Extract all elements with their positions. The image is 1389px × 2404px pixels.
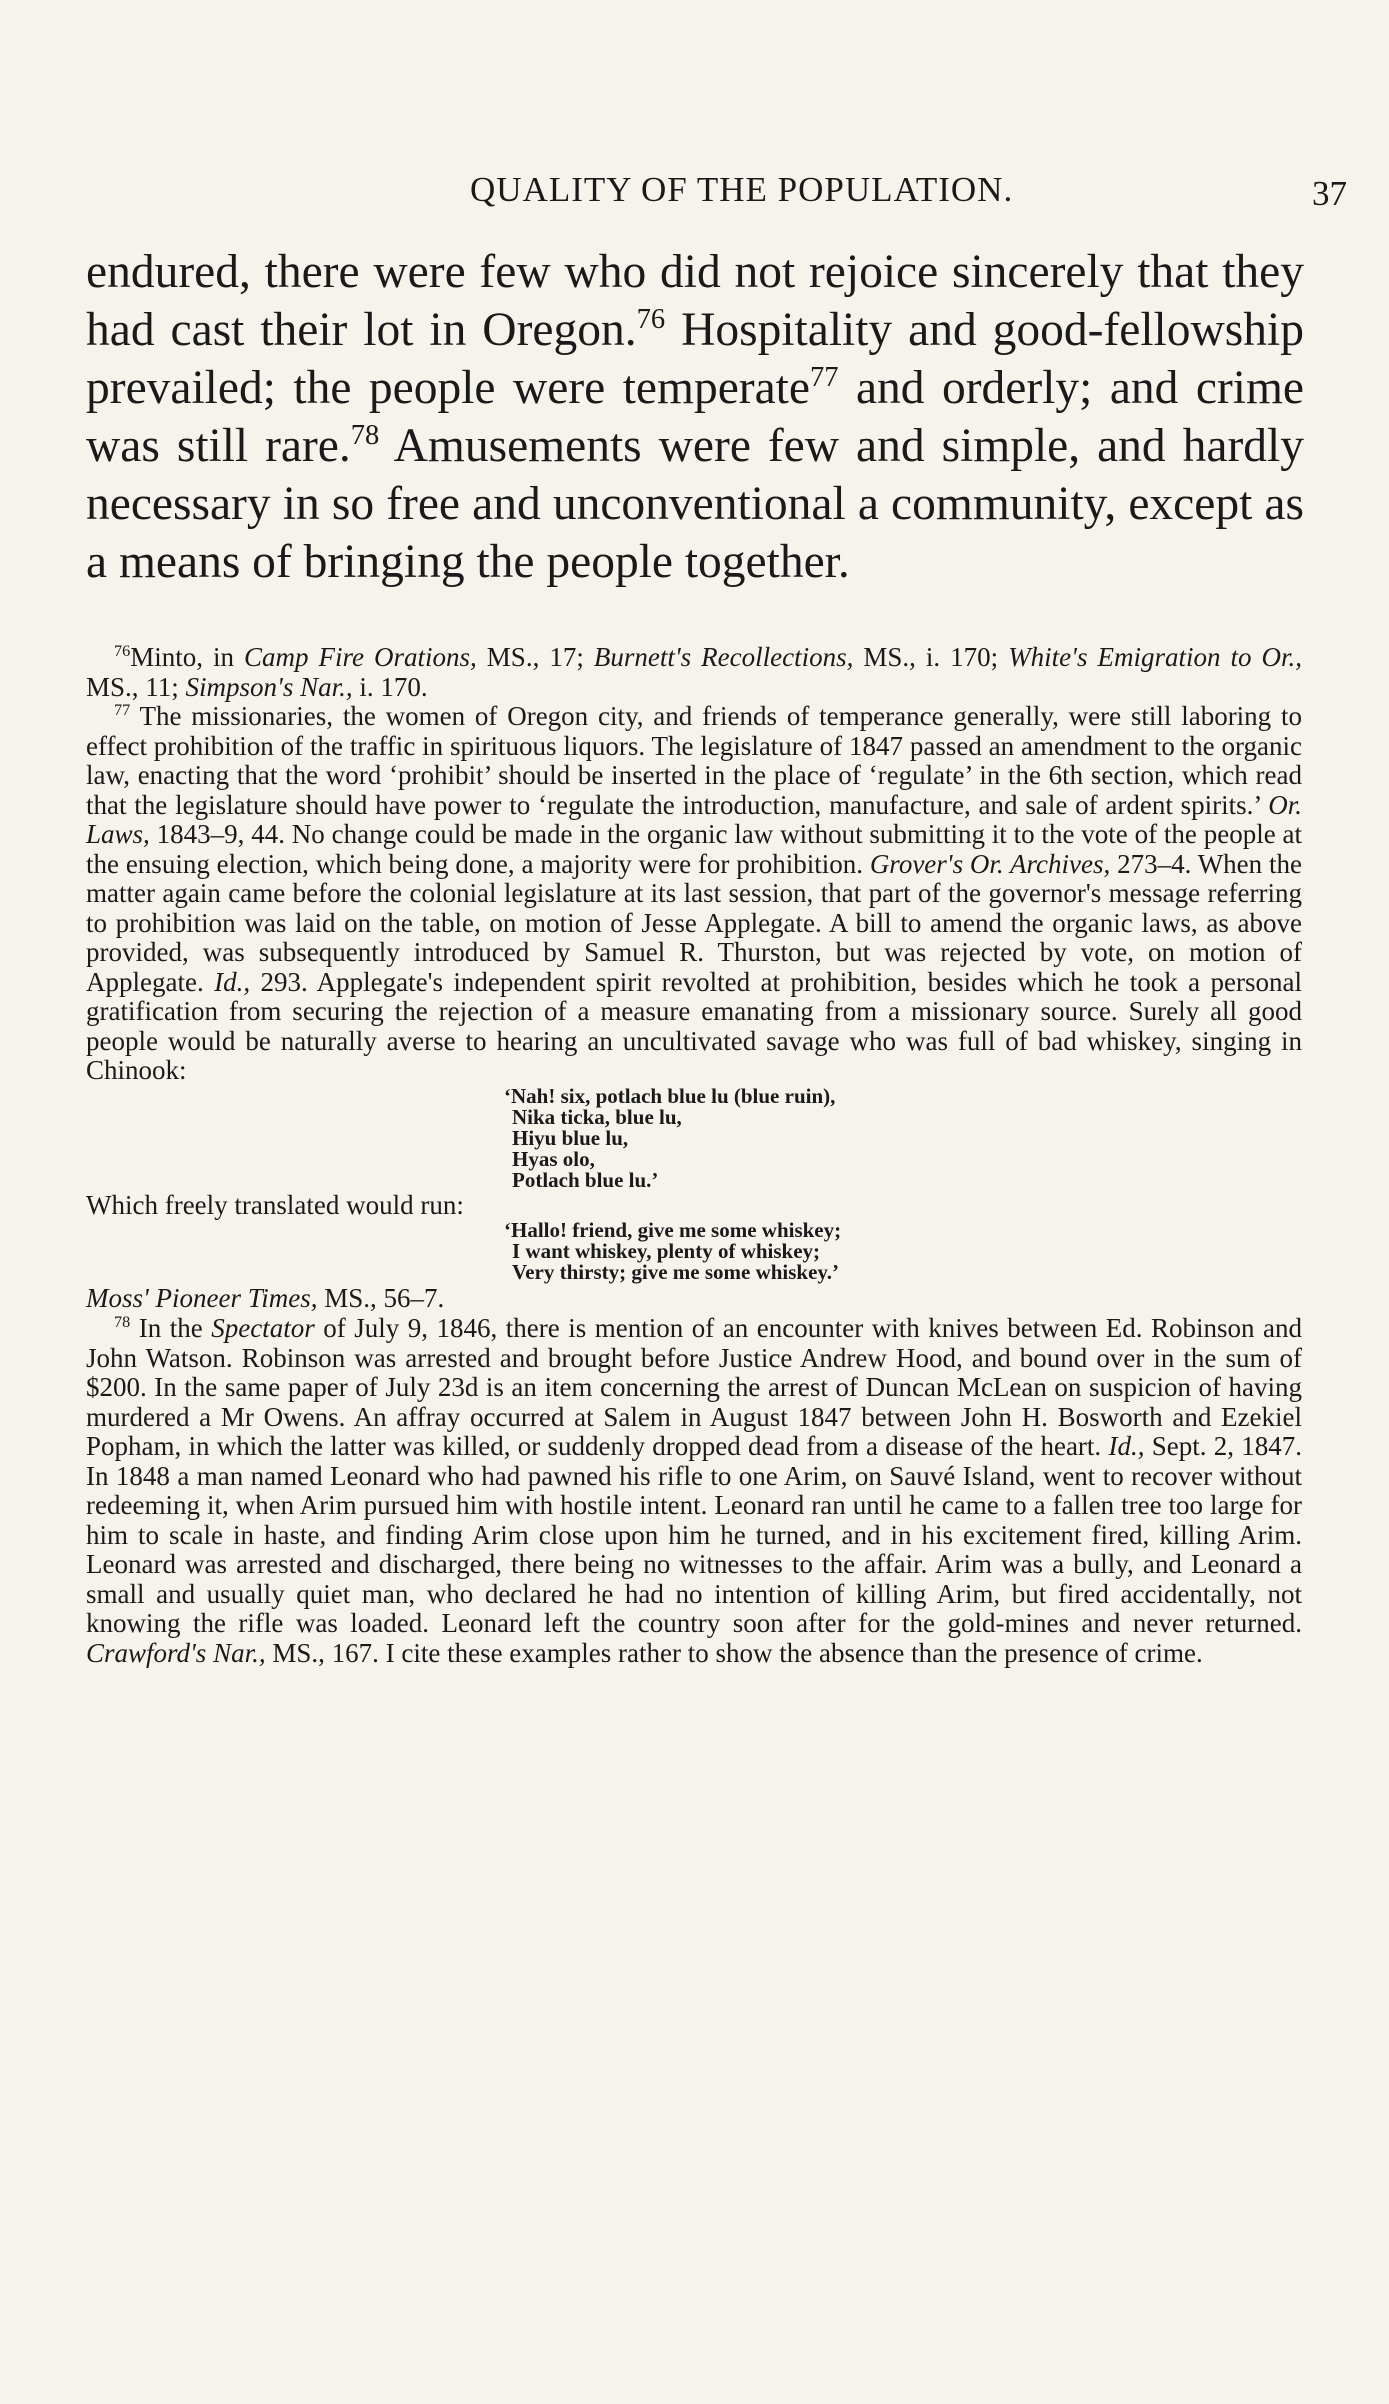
footnote-text: i. 170. — [352, 671, 428, 702]
page-header — [0, 170, 1389, 220]
verse-line: Hyas olo, — [512, 1146, 595, 1171]
citation-title: White's Emigration to Or., — [1008, 642, 1303, 672]
citation-title: Camp Fire Orations, — [243, 642, 477, 672]
citation-title: Simpson's Nar., — [185, 671, 353, 702]
footnote-text: of July 9, 1846, there is mention of an encounter with knives between Ed. Robinson and John Watson. Robinson was arrested and brought before Justice Andrew Hood, and bound over in the sum of $200. In the same paper of July 23d is an item concerning the arrest of Duncan McLean on suspicion of having murdered a Mr Owens. An affray occurred at Salem in August 1847 between John H. Bosworth and Ezekiel Popham, in which the latter was killed, or suddenly dropped dead from a disease of the heart. — [86, 1313, 1302, 1461]
footnote-text: 1843–9, 44. No change could be made in the organic law without submitting it to the vote of the people at the ensuing election, which being done, a majority were for prohibition. — [86, 819, 1302, 879]
footnote-text: MS., 167. I cite these examples rather to show the absence than the presence of crime. — [265, 1637, 1203, 1668]
running-head: QUALITY OF THE POPULATION. — [470, 170, 1014, 209]
translation-verse — [504, 1220, 1302, 1283]
footnote-number: 78 — [114, 1313, 131, 1331]
footnote-ref-76: 76 — [636, 304, 666, 336]
footnote-78 — [86, 1314, 1302, 1668]
citation-title: Or. Laws, — [86, 789, 1302, 849]
verse-line: Very thirsty; give me some whiskey.’ — [512, 1260, 840, 1284]
verse-line: Potlach blue lu.’ — [512, 1167, 659, 1192]
verse-line: I want whiskey, plenty of whiskey; — [512, 1239, 821, 1263]
footnote-text: In the — [130, 1313, 212, 1343]
citation-title: Moss' Pioneer Times, — [86, 1283, 318, 1313]
body-text-segment: Amusements were few and simple, and hardly necessary in so free and unconventional a community, except as a means of bringing the people together. — [86, 420, 1304, 588]
verse-line: Nika ticka, blue lu, — [512, 1104, 682, 1129]
footnote-text: MS., 56–7. — [317, 1283, 445, 1313]
footnote-ref-78: 78 — [350, 420, 380, 452]
verse-source — [86, 1283, 1302, 1314]
footnote-text: The missionaries, the women of Oregon city, and friends of temperance generally, were still laboring to effect prohibition of the traffic in spirituous liquors. The legislature of 1847 passed an amendment to the organic law, enacting that the word ‘prohibit’ should be inserted in the place of ‘regulate’ in the 6th section, which read that the legislature should have power to ‘regulate the introduction, manufacture, and sale of ardent spirits.’ — [86, 701, 1302, 820]
verse-line: Hiyu blue lu, — [512, 1125, 629, 1150]
footnote-text: 273–4. When the matter again came before the colonial legislature at its last session, that part of the governor's message referring to prohibition was laid on the table, on motion of Jesse Applegate. A bill to amend the organic laws, as above provided, was subsequently introduced by Samuel R. Thurston, but was rejected by vote, on motion of Applegate. — [86, 848, 1302, 997]
footnote-text: Minto, in — [130, 642, 244, 672]
footnote-text: Sept. 2, 1847. In 1848 a man named Leonard who had pawned his rifle to one Arim, on Sauvé Island, went to recover without redeeming it, when Arim pursued him with hostile intent. Leonard ran until he came to a fallen tree too large for him to scale in haste, and finding Arim close upon him he turned, and in his excitement fired, killing Arim. Leonard was arrested and discharged, there being no witnesses to the affair. Arim was a bully, and Leonard a small and usually quiet man, who declared he had no intention of killing Arim, but fired accidentally, not knowing the rifle was loaded. Leonard left the country soon after for the gold-mines and never returned. — [86, 1431, 1302, 1638]
body-text-segment: endured, there were few who did not rejoice sincerely that they had cast their lot in Oregon. — [86, 246, 1304, 356]
page-number: 37 — [1312, 174, 1347, 213]
body-text-segment: and orderly; and crime was still rare. — [86, 362, 1305, 472]
citation-title: Id., — [1108, 1431, 1145, 1461]
citation-title: Id., — [214, 966, 251, 997]
citation-title: Spectator — [211, 1313, 315, 1343]
footnote-76 — [86, 643, 1302, 702]
main-paragraph — [86, 243, 1304, 591]
footnote-number: 76 — [114, 642, 131, 660]
footnotes-section — [86, 643, 1302, 1668]
footnote-text: MS., i. 170; — [853, 642, 1009, 672]
footnote-77 — [86, 702, 1302, 1086]
chinook-verse — [504, 1083, 1302, 1192]
body-text-segment: Hospitality and good-fellowship prevailed; the people were temperate — [86, 304, 1304, 414]
footnote-number: 77 — [114, 701, 131, 719]
translation-intro: Which freely translated would run: — [86, 1189, 464, 1220]
footnote-text: MS., 17; — [476, 642, 594, 672]
citation-title: Crawford's Nar., — [86, 1637, 266, 1668]
verse-line: ‘Hallo! friend, give me some whiskey; — [504, 1218, 842, 1242]
citation-title: Burnett's Recollections, — [593, 642, 854, 672]
footnote-text: MS., 11; — [86, 671, 186, 702]
citation-title: Grover's Or. Archives, — [869, 848, 1111, 879]
footnote-text: 293. Applegate's independent spirit revolted at prohibition, besides which he took a personal gratification from securing the rejection of a measure emanating from a missionary source. Surely all good people would be naturally averse to hearing an uncultivated savage who was full of bad whiskey, singing in Chinook: — [86, 966, 1302, 1085]
verse-line: ‘Nah! six, potlach blue lu (blue ruin), — [504, 1083, 836, 1108]
footnote-ref-77: 77 — [809, 362, 839, 394]
